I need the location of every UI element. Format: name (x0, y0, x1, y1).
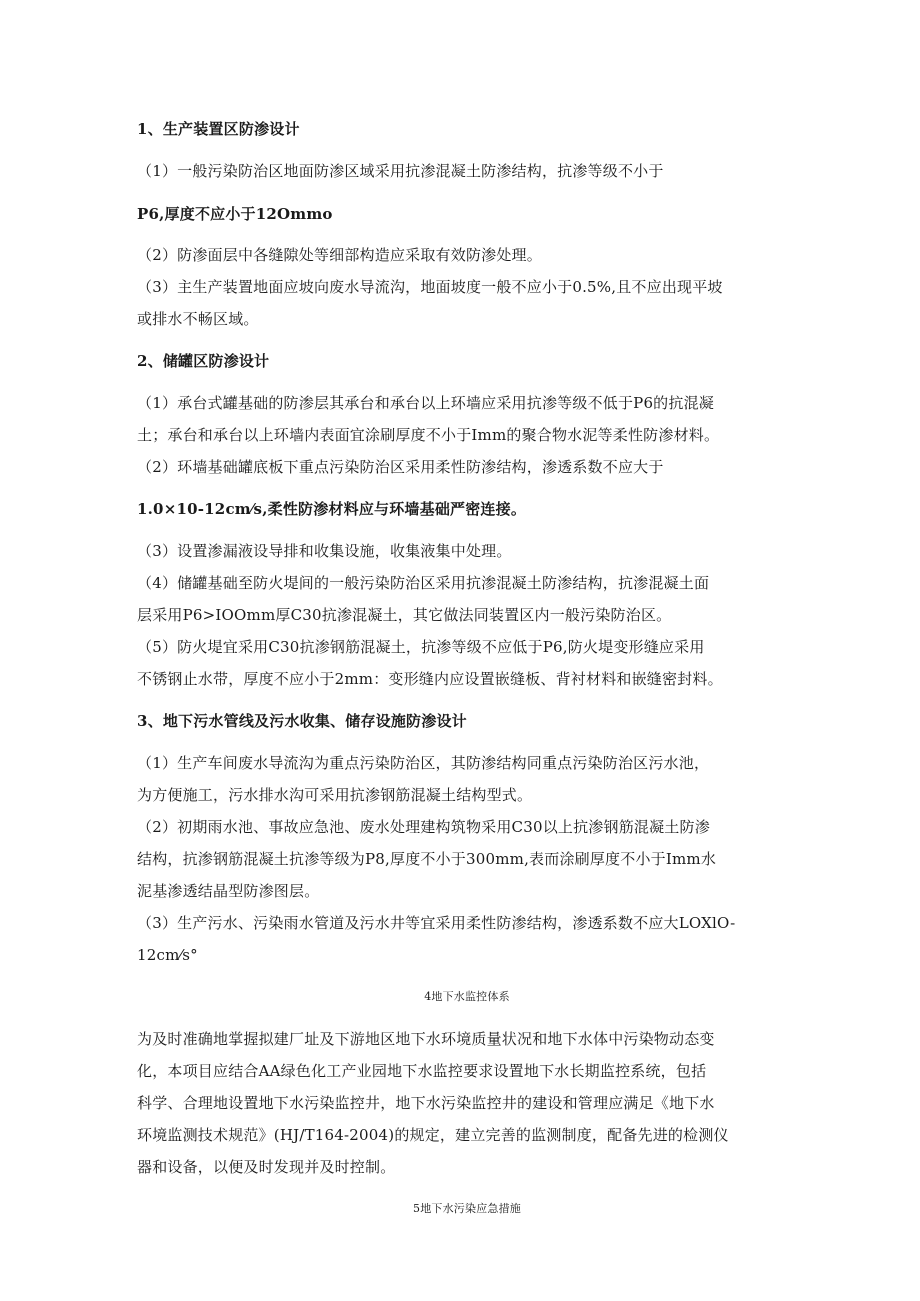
paragraph-line: （3）生产污水、污染雨水管道及污水井等宜采用柔性防渗结构，渗透系数不应大LOXlO- (137, 914, 736, 932)
section-3-heading: 3、地下污水管线及污水收集、储存设施防渗设计 (137, 712, 467, 730)
paragraph-line: 土；承台和承台以上环墙内表面宜涂刷厚度不小于Imm的聚合物水泥等柔性防渗材料。 (137, 426, 720, 444)
paragraph-line: （2）防渗面层中各缝隙处等细部构造应采取有效防渗处理。 (137, 246, 542, 264)
paragraph-line: 12cm⁄s° (137, 946, 198, 964)
paragraph-line: （3）设置渗漏液设导排和收集设施，收集液集中处理。 (137, 542, 512, 560)
paragraph-line: 环境监测技术规范》(HJ/T164-2004)的规定，建立完善的监测制度，配备先进的检测仪 (137, 1126, 729, 1144)
paragraph-line: 1.0×10-12cm⁄s,柔性防渗材料应与环墙基础严密连接。 (137, 500, 527, 518)
paragraph-line: P6,厚度不应小于12Ommo (137, 205, 333, 223)
paragraph-line: （2）初期雨水池、事故应急池、废水处理建构筑物采用C30以上抗渗钢筋混凝土防渗 (137, 818, 710, 836)
paragraph-line: 化，本项目应结合AA绿色化工产业园地下水监控要求设置地下水长期监控系统，包括 (137, 1062, 707, 1080)
paragraph-line: （4）储罐基础至防火堤间的一般污染防治区采用抗渗混凝土防渗结构，抗渗混凝土面 (137, 574, 710, 592)
paragraph-line: 不锈钢止水带，厚度不应小于2mm：变形缝内应设置嵌缝板、背衬材料和嵌缝密封料。 (137, 670, 723, 688)
paragraph-line: （5）防火堤宜采用C30抗渗钢筋混凝土，抗渗等级不应低于P6,防火堤变形缝应采用 (137, 638, 705, 656)
paragraph-line: 或排水不畅区域。 (137, 310, 259, 328)
paragraph-line: 层采用P6>IOOmm厚C30抗渗混凝土，其它做法同装置区内一般污染防治区。 (137, 606, 672, 624)
section-4-heading: 4地下水监控体系 (424, 990, 510, 1003)
section-1-heading: 1、生产装置区防渗设计 (137, 120, 300, 138)
section-5-heading: 5地下水污染应急措施 (413, 1202, 521, 1215)
paragraph-line: （1）一般污染防治区地面防渗区域采用抗渗混凝土防渗结构，抗渗等级不小于 (137, 162, 664, 180)
paragraph-line: 为方便施工，污水排水沟可采用抗渗钢筋混凝土结构型式。 (137, 786, 533, 804)
paragraph-line: 科学、合理地设置地下水污染监控井，地下水污染监控井的建设和管理应满足《地下水 (137, 1094, 715, 1112)
paragraph-line: （2）环墙基础罐底板下重点污染防治区采用柔性防渗结构，渗透系数不应大于 (137, 458, 664, 476)
paragraph-line: （3）主生产装置地面应坡向废水导流沟，地面坡度一般不应小于0.5%,且不应出现平坡 (137, 278, 723, 296)
paragraph-line: 泥基渗透结晶型防渗图层。 (137, 882, 320, 900)
paragraph-line: 为及时准确地掌握拟建厂址及下游地区地下水环境质量状况和地下水体中污染物动态变 (137, 1030, 715, 1048)
paragraph-line: （1）生产车间废水导流沟为重点污染防治区，其防渗结构同重点污染防治区污水池， (137, 754, 710, 772)
paragraph-line: 器和设备，以便及时发现并及时控制。 (137, 1158, 396, 1176)
section-2-heading: 2、储罐区防渗设计 (137, 352, 270, 370)
paragraph-line: （1）承台式罐基础的防渗层其承台和承台以上环墙应采用抗渗等级不低于P6的抗混凝 (137, 394, 714, 412)
paragraph-line: 结构，抗渗钢筋混凝土抗渗等级为P8,厚度不小于300mm,表而涂刷厚度不小于Imm水 (137, 850, 717, 868)
